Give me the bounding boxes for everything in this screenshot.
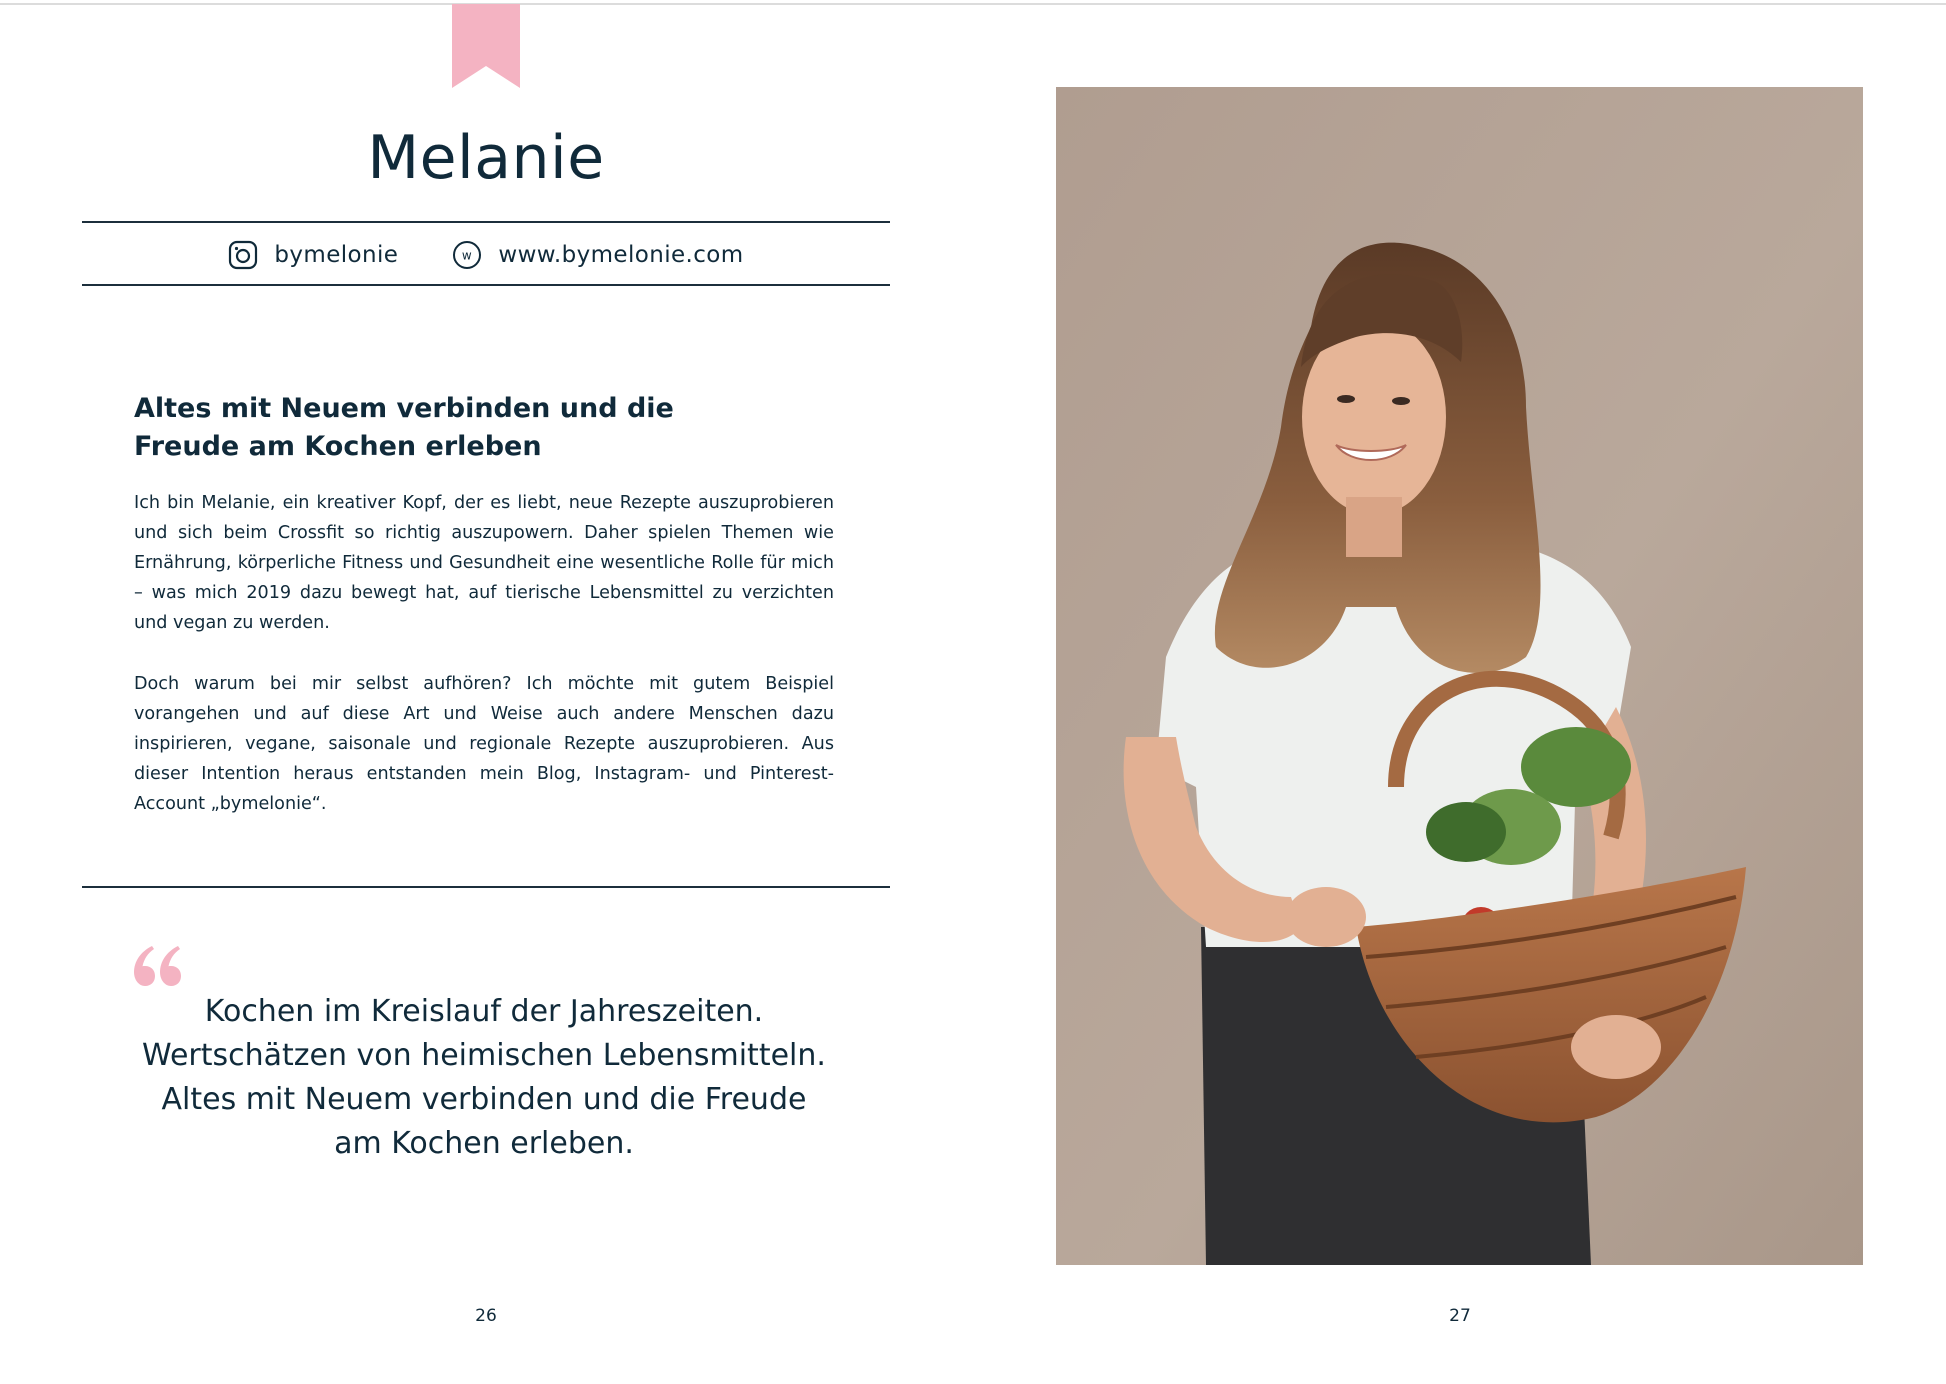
page-title: Melanie	[367, 123, 605, 193]
instagram-contact[interactable]	[228, 240, 398, 270]
web-icon-letter: w	[462, 248, 473, 263]
instagram-handle: bymelonie	[274, 242, 399, 268]
quote-line-2: Wertschätzen von heimischen Lebensmitteln.	[142, 1038, 826, 1073]
page-number-left: 26	[475, 1306, 497, 1326]
quote-line-1: Kochen im Kreislauf der Jahreszeiten.	[204, 994, 764, 1029]
contact-bar	[82, 224, 890, 286]
quote-line-3: Altes mit Neuem verbinden und die Freude	[161, 1082, 807, 1117]
website-contact[interactable]	[452, 240, 743, 270]
divider-quote	[82, 886, 890, 888]
section-heading-line-1: Altes mit Neuem verbinden und die	[134, 393, 674, 424]
portrait-photo	[1056, 87, 1863, 1265]
web-circle-icon	[452, 240, 482, 270]
instagram-icon	[228, 240, 258, 270]
pull-quote	[134, 990, 834, 1166]
page-number-right: 27	[1449, 1306, 1471, 1326]
section-heading	[134, 390, 834, 466]
top-edge-line	[0, 3, 1946, 5]
body-paragraph-1: Ich bin Melanie, ein kreativer Kopf, der es liebt, neue Rezepte auszuprobieren und sich beim Crossfit so richtig auszupowern. Daher spielen Themen wie Ernährung, körperliche Fitness und Gesundheit eine wesentliche Rolle für mich – was mich 2019 dazu bewegt hat, auf tierische Lebensmittel zu verzichten und vegan zu werden.	[134, 493, 834, 633]
bookmark-ribbon-icon	[452, 4, 520, 88]
section-heading-line-2: Freude am Kochen erleben	[134, 431, 542, 462]
divider-top	[82, 221, 890, 223]
body-paragraph-2: Doch warum bei mir selbst aufhören? Ich möchte mit gutem Beispiel vorangehen und auf diese Art und Weise auch andere Menschen dazu inspirieren, vegane, saisonale und regionale Rezepte auszuprobieren. Aus dieser Intention heraus entstanden mein Blog, Instagram- und Pinterest-Account „bymelonie“.	[134, 674, 834, 814]
quote-mark-icon	[130, 940, 182, 990]
quote-line-4: am Kochen erleben.	[334, 1126, 634, 1161]
website-url: www.bymelonie.com	[498, 242, 744, 268]
divider-contact-bottom	[82, 284, 890, 286]
